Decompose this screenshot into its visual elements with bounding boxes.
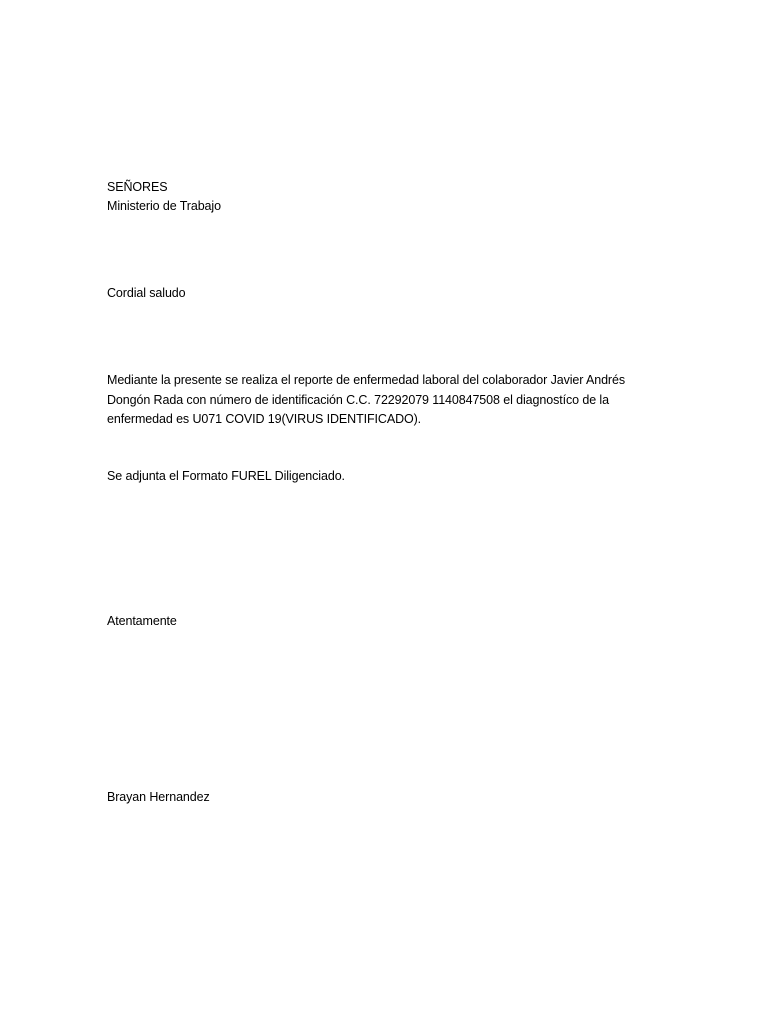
letter-body-line: enfermedad es U071 COVID 19(VIRUS IDENTIFICADO).: [107, 412, 422, 426]
letter-body-line: Mediante la presente se realiza el reporte de enfermedad laboral del colaborador Javier Andrés: [107, 373, 625, 387]
recipient-organization: Ministerio de Trabajo: [107, 199, 221, 213]
closing: Atentamente: [107, 614, 177, 628]
signature-name: Brayan Hernandez: [107, 790, 210, 804]
letter-body-line: Dongón Rada con número de identificación C.C. 72292079 1140847508 el diagnostíco de la: [107, 392, 609, 407]
greeting: Cordial saludo: [107, 286, 186, 300]
attachment-note: Se adjunta el Formato FUREL Diligenciado.: [107, 469, 345, 483]
letter-body: [107, 371, 647, 430]
recipient-title: SEÑORES: [107, 180, 168, 194]
